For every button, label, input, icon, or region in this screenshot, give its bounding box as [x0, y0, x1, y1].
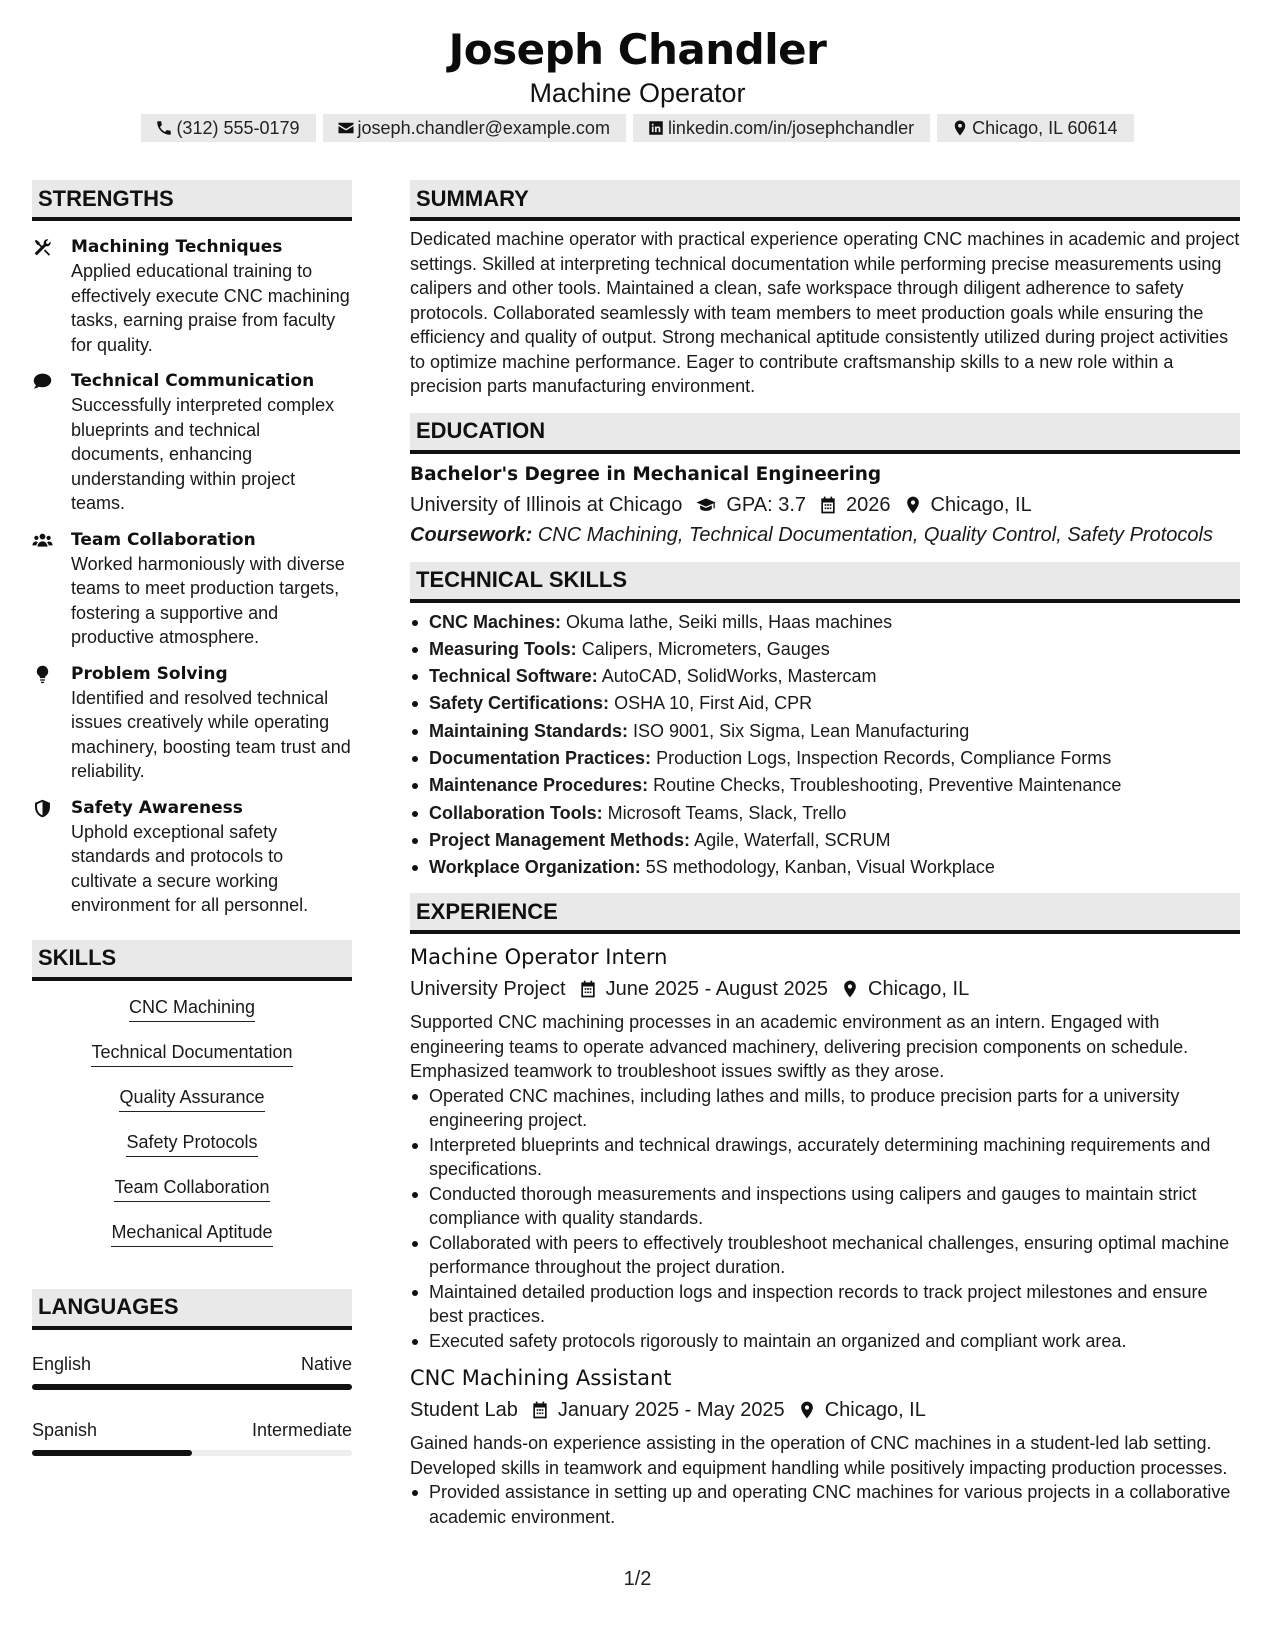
strength-item: [32, 369, 352, 516]
list-item: [410, 609, 1240, 636]
language-proficiency-bar: [32, 1384, 352, 1390]
strengths-heading: STRENGTHS: [32, 180, 352, 221]
list-item: Conducted thorough measurements and inspections using calipers and gauges to maintain strict compliance with quality standards.: [410, 1182, 1240, 1231]
list-item: [410, 690, 1240, 717]
list-item: [410, 772, 1240, 799]
language-level: Intermediate: [251, 1419, 352, 1440]
skill-value: OSHA 10, First Aid, CPR: [614, 693, 813, 714]
job-bullets: [410, 1084, 1240, 1354]
skill-value: Production Logs, Inspection Records, Compliance Forms: [656, 747, 1112, 768]
skill-label: Measuring Tools:: [429, 638, 577, 659]
skill-value: Agile, Waterfall, SCRUM: [694, 829, 891, 850]
skill-value: Microsoft Teams, Slack, Trello: [607, 802, 847, 823]
strength-desc: Successfully interpreted complex blueprints and technical documents, enhancing understanding within project teams.: [71, 395, 335, 513]
job-dates: June 2025 - August 2025: [605, 978, 829, 1001]
contact-linkedin[interactable]: [633, 114, 930, 142]
job-title: Machine Operator Intern: [410, 945, 668, 970]
list-item: [410, 718, 1240, 745]
job-entry: [410, 942, 1240, 1353]
language-item: [32, 1352, 352, 1390]
linkedin-icon: [647, 119, 665, 137]
languages-heading: LANGUAGES: [32, 1289, 352, 1330]
job-summary: Gained hands-on experience assisting in the operation of CNC machines in a student-led lab setting. Developed skills in teamwork and equipment handling while positively impacting production processes.: [410, 1433, 1228, 1478]
strength-item: [32, 528, 352, 650]
skill-label: Documentation Practices:: [429, 747, 652, 768]
education-heading: EDUCATION: [410, 413, 1240, 454]
envelope-icon: [337, 119, 355, 137]
list-item: [410, 636, 1240, 663]
skill-tag: Mechanical Aptitude: [111, 1220, 272, 1247]
left-column: [32, 180, 352, 1456]
calendar-icon: [578, 979, 598, 999]
list-item: Interpreted blueprints and technical drawings, accurately determining machining requirements and specifications.: [410, 1133, 1240, 1182]
contact-phone[interactable]: [141, 114, 315, 142]
map-pin-icon: [797, 1400, 817, 1420]
linkedin-text: linkedin.com/in/josephchandler: [667, 117, 915, 138]
gpa-text: GPA: 3.7: [726, 493, 807, 516]
list-item: [410, 854, 1240, 881]
skill-tag: Technical Documentation: [91, 1040, 292, 1067]
education-meta: [410, 490, 1240, 520]
skill-value: AutoCAD, SolidWorks, Mastercam: [601, 666, 877, 687]
strength-item: [32, 662, 352, 784]
coursework-label: Coursework:: [410, 523, 533, 546]
comment-icon: [32, 371, 53, 392]
skill-value: Calipers, Micrometers, Gauges: [581, 638, 830, 659]
phone-text: (312) 555-0179: [176, 117, 300, 138]
skill-tag: Safety Protocols: [126, 1130, 257, 1157]
list-item: [410, 745, 1240, 772]
list-item: [410, 800, 1240, 827]
skill-label: Workplace Organization:: [429, 857, 641, 878]
shield-icon: [32, 798, 53, 819]
calendar-icon: [818, 495, 838, 515]
strength-title: Technical Communication: [71, 371, 315, 391]
skill-value: Routine Checks, Troubleshooting, Preventive Maintenance: [653, 775, 1122, 796]
job-meta: [410, 1395, 1240, 1425]
candidate-title: Machine Operator: [529, 78, 746, 108]
skill-label: CNC Machines:: [429, 611, 562, 632]
summary-text: Dedicated machine operator with practical experience operating CNC machines in academic and project settings. Skilled at interpreting technical documentation while performing precise measurements using calipers and other tools. Maintained a clean, safe workspace through diligent adherence to safety protocols. Collaborated seamlessly with team members to meet production goals while ensuring the efficiency and quality of output. Strong mechanical aptitude consistently utilized during project activities to optimize machine performance. Eager to contribute craftsmanship skills to a new role within a precision parts manufacturing environment.: [410, 229, 1240, 396]
job-location: Chicago, IL: [824, 1399, 926, 1422]
skill-tag: Team Collaboration: [114, 1175, 269, 1202]
map-pin-icon: [951, 119, 969, 137]
skill-label: Maintenance Procedures:: [429, 775, 649, 796]
summary-heading: SUMMARY: [410, 180, 1240, 221]
strength-desc: Uphold exceptional safety standards and protocols to cultivate a secure working environment for all personnel.: [71, 821, 309, 915]
tools-icon: [32, 237, 53, 258]
language-item: [32, 1418, 352, 1456]
skills-list: [32, 995, 352, 1265]
strength-title: Machining Techniques: [71, 237, 283, 257]
right-column: [410, 180, 1240, 1529]
job-entry: [410, 1363, 1240, 1529]
strength-title: Team Collaboration: [71, 529, 256, 550]
language-proficiency-bar: [32, 1450, 352, 1456]
list-item: Operated CNC machines, including lathes and mills, to produce precision parts for a university engineering project.: [410, 1084, 1240, 1133]
skills-heading: SKILLS: [32, 940, 352, 981]
strength-desc: Worked harmoniously with diverse teams to meet production targets, fostering a supportive and productive atmosphere.: [71, 553, 345, 647]
strength-title: Problem Solving: [71, 663, 228, 684]
strength-item: [32, 235, 352, 357]
coursework: [410, 520, 1240, 550]
skill-value: ISO 9001, Six Sigma, Lean Manufacturing: [633, 720, 970, 741]
coursework-list: CNC Machining, Technical Documentation, Quality Control, Safety Protocols: [537, 523, 1213, 546]
job-org: University Project: [410, 978, 566, 1001]
graduation-year: 2026: [846, 493, 891, 516]
language-name: Spanish: [32, 1419, 98, 1440]
list-item: Provided assistance in setting up and operating CNC machines for various projects in a collaborative academic environment.: [410, 1480, 1240, 1529]
school-name: University of Illinois at Chicago: [410, 493, 683, 516]
job-org: Student Lab: [410, 1399, 518, 1422]
list-item: [410, 827, 1240, 854]
skill-label: Technical Software:: [429, 666, 598, 687]
lightbulb-icon: [32, 664, 53, 685]
list-item: Executed safety protocols rigorously to maintain an organized and compliant work area.: [410, 1329, 1240, 1354]
contact-location[interactable]: [937, 114, 1133, 142]
skill-label: Safety Certifications:: [429, 693, 610, 714]
phone-icon: [155, 119, 173, 137]
map-pin-icon: [840, 979, 860, 999]
strength-item: [32, 796, 352, 918]
strengths-list: [32, 235, 352, 918]
job-bullets: [410, 1480, 1240, 1529]
job-dates: January 2025 - May 2025: [557, 1399, 785, 1422]
candidate-name: Joseph Chandler: [448, 25, 827, 74]
contact-bar: [0, 114, 1275, 142]
job-summary: Supported CNC machining processes in an academic environment as an intern. Engaged with engineering teams to operate advanced machinery, delivering precision components on schedule. Emphasized teamwork to troubleshoot issues swiftly as they arose.: [410, 1012, 1189, 1082]
location-text: Chicago, IL 60614: [972, 117, 1118, 138]
skill-tag: Quality Assurance: [119, 1085, 264, 1112]
skill-label: Maintaining Standards:: [429, 720, 629, 741]
job-meta: [410, 974, 1240, 1004]
contact-email[interactable]: [323, 114, 626, 142]
language-level: Native: [300, 1353, 352, 1374]
skill-label: Collaboration Tools:: [429, 802, 603, 823]
language-proficiency-fill: [32, 1384, 352, 1390]
email-text: joseph.chandler@example.com: [357, 117, 610, 138]
skill-tag: CNC Machining: [129, 995, 255, 1022]
language-proficiency-fill: [32, 1450, 192, 1456]
degree-title: Bachelor's Degree in Mechanical Engineering: [410, 463, 882, 485]
page-number: 1/2: [623, 1568, 652, 1590]
list-item: Collaborated with peers to effectively troubleshoot mechanical challenges, ensuring optimal machine performance throughout the project duration.: [410, 1231, 1240, 1280]
users-icon: [32, 530, 53, 551]
resume-header: [0, 24, 1275, 110]
education-location: Chicago, IL: [930, 493, 1032, 516]
skill-value: 5S methodology, Kanban, Visual Workplace: [645, 857, 995, 878]
job-title: CNC Machining Assistant: [410, 1366, 672, 1391]
technical-skills-list: [410, 609, 1240, 882]
graduation-cap-icon: [694, 495, 718, 515]
experience-heading: EXPERIENCE: [410, 893, 1240, 934]
technical-skills-heading: TECHNICAL SKILLS: [410, 562, 1240, 603]
strength-title: Safety Awareness: [71, 797, 243, 818]
calendar-icon: [530, 1400, 550, 1420]
skill-value: Okuma lathe, Seiki mills, Haas machines: [566, 611, 893, 632]
language-name: English: [32, 1353, 92, 1374]
list-item: Maintained detailed production logs and inspection records to track project milestones and ensure best practices.: [410, 1280, 1240, 1329]
map-pin-icon: [903, 495, 923, 515]
strength-desc: Identified and resolved technical issues creatively while operating machinery, boosting team trust and reliability.: [71, 687, 351, 781]
skill-label: Project Management Methods:: [429, 829, 691, 850]
job-location: Chicago, IL: [868, 978, 970, 1001]
strength-desc: Applied educational training to effectively execute CNC machining tasks, earning praise from faculty for quality.: [71, 261, 350, 355]
list-item: [410, 663, 1240, 690]
